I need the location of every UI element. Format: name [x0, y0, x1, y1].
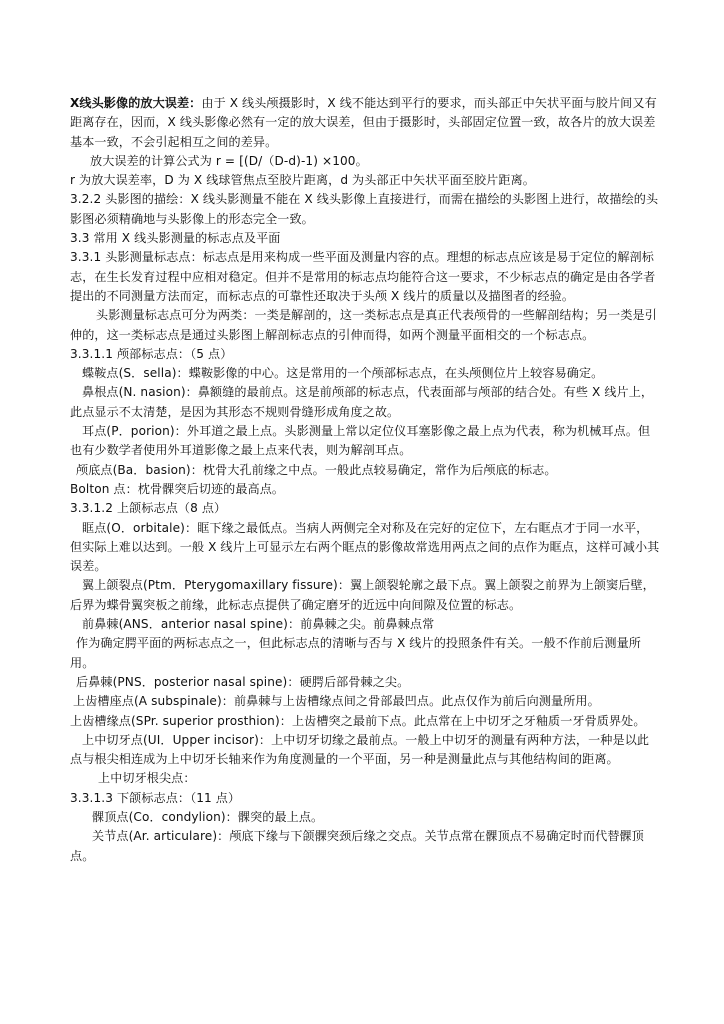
landmark-articulare: 关节点(Ar. articulare)：颅底下缘与下颌髁突颈后缘之交点。关节点常在髁顶点不易确定时而代替髁顶点。: [70, 829, 644, 863]
section-heading-3-3: 3.3 常用 X 线头影测量的标志点及平面: [70, 231, 281, 246]
landmark-ptm: 翼上颌裂点(Ptm．Pterygomaxillary fissure)：翼上颌裂轮廓之最下点。翼上颌裂之前界为上颌窦后壁，后界为蝶骨翼突板之前缘，此标志点提供了确定磨牙的近远中向间隙及位置的标志。: [70, 578, 655, 612]
landmark-ans: 前鼻棘(ANS．anterior nasal spine)：前鼻棘之尖。前鼻棘点常: [82, 617, 435, 632]
section-heading-maxillary: 3.3.1.2 上颌标志点（8 点）: [70, 501, 227, 516]
landmark-upper-incisor-apex: 上中切牙根尖点：: [98, 771, 196, 786]
landmark-sella: 蝶鞍点(S．sella)：蝶鞍影像的中心。这是常用的一个颅部标志点，在头颅侧位片上较容易确定。: [82, 366, 604, 381]
landmark-pns: 后鼻棘(PNS．posterior nasal spine)：硬腭后部骨棘之尖。: [76, 674, 410, 689]
landmark-a-point: 上齿槽座点(A subspinale)：前鼻棘与上齿槽缘点间之骨部最凹点。此点仅作为前后向测量所用。: [73, 694, 600, 709]
landmark-nasion: 鼻根点(N. nasion)：鼻额缝的最前点。这是前颅部的标志点，代表面部与颅部的结合处。有些 X 线片上，此点显示不太清楚，是因为其形态不规则骨缝形成角度之故。: [70, 385, 654, 419]
landmark-ans-continued: 作为确定腭平面的两标志点之一，但此标志点的清晰与否与 X 线片的投照条件有关。一般不作前后测量所用。: [70, 636, 641, 670]
paragraph-formula: 放大误差的计算公式为 r = [(D/（D-d)-1) ×100。: [90, 153, 368, 168]
paragraph-landmarks-intro: 3.3.1 头影测量标志点：标志点是用来构成一些平面及测量内容的点。理想的标志点应该是易于定位的解剖标志，在生长发育过程中应相对稳定。但并不是常用的标志点均能符合这一要求，不少标志点的确定是由各学者提出的不同测量方法而定，而标志点的可靠性还取决于头颅 X 线片的质量以及描图者的经验。: [70, 250, 656, 303]
paragraph-formula-legend: r 为放大误差率，D 为 X 线球管焦点至胶片距离，d 为头部正中矢状平面至胶片距离。: [70, 173, 535, 188]
landmark-upper-incisor: 上中切牙点(UI．Upper incisor)：上中切牙切缘之最前点。一般上中切牙的测量有两种方法，一种是以此点与根尖相连成为上中切牙长轴来作为角度测量的一个平面，另一种是测量此点与其他结构间的距离。: [70, 732, 650, 767]
document-page: [70, 94, 660, 866]
landmark-orbitale: 眶点(O．orbitale)：眶下缘之最低点。当病人两侧完全对称及在完好的定位下，左右眶点才于同一水平，但实际上难以达到。一般 X 线片上可显示左右两个眶点的影像故常选用两点之间的点作为眶点，这样可减小其误差。: [70, 520, 660, 574]
section-heading-bold: X线头影像的放大误差：: [70, 96, 202, 110]
section-heading-cranial: 3.3.1.1 颅部标志点：（5 点）: [70, 346, 233, 361]
paragraph-tracing: 3.2.2 头影图的描绘：X 线头影测量不能在 X 线头影像上直接进行，而需在描绘的头影图上进行，故描绘的头影图必须精确地与头影像上的形态完全一致。: [70, 192, 659, 226]
section-heading-mandibular: 3.3.1.3 下颌标志点：（11 点）: [70, 790, 241, 805]
landmark-spr: 上齿槽缘点(SPr. superior prosthion)：上齿槽突之最前下点。此点常在上中切牙之牙釉质一牙骨质界处。: [70, 713, 646, 728]
landmark-bolton: Bolton 点：枕骨髁突后切迹的最高点。: [70, 481, 285, 496]
paragraph-magnification-error: [70, 94, 660, 152]
paragraph-text: 由于 X 线头颅摄影时，X 线不能达到平行的要求，而头部正中矢状平面与胶片间又有距离存在，因而，X 线头影像必然有一定的放大误差，但由于摄影时，头部固定位置一致，故各片的放大误差基本一致，不会引起相互之间的差异。: [70, 96, 657, 149]
landmark-basion: 颅底点(Ba．basion)：枕骨大孔前缘之中点。一般此点较易确定，常作为后颅底的标志。: [76, 462, 557, 477]
landmark-porion: 耳点(P．porion)：外耳道之最上点。头影测量上常以定位仪耳塞影像之最上点为代表，称为机械耳点。但也有少数学者使用外耳道影像之最上点来代表，则为解剖耳点。: [70, 424, 651, 458]
paragraph-landmark-types: 头影测量标志点可分为两类：一类是解剖的，这一类标志点是真正代表颅骨的一些解剖结构；另一类是引伸的，这一类标志点是通过头影图上解剖标志点的引伸而得，如两个测量平面相交的一个标志点。: [70, 308, 657, 342]
landmark-condylion: 髁顶点(Co．condylion)：髁突的最上点。: [92, 809, 324, 824]
